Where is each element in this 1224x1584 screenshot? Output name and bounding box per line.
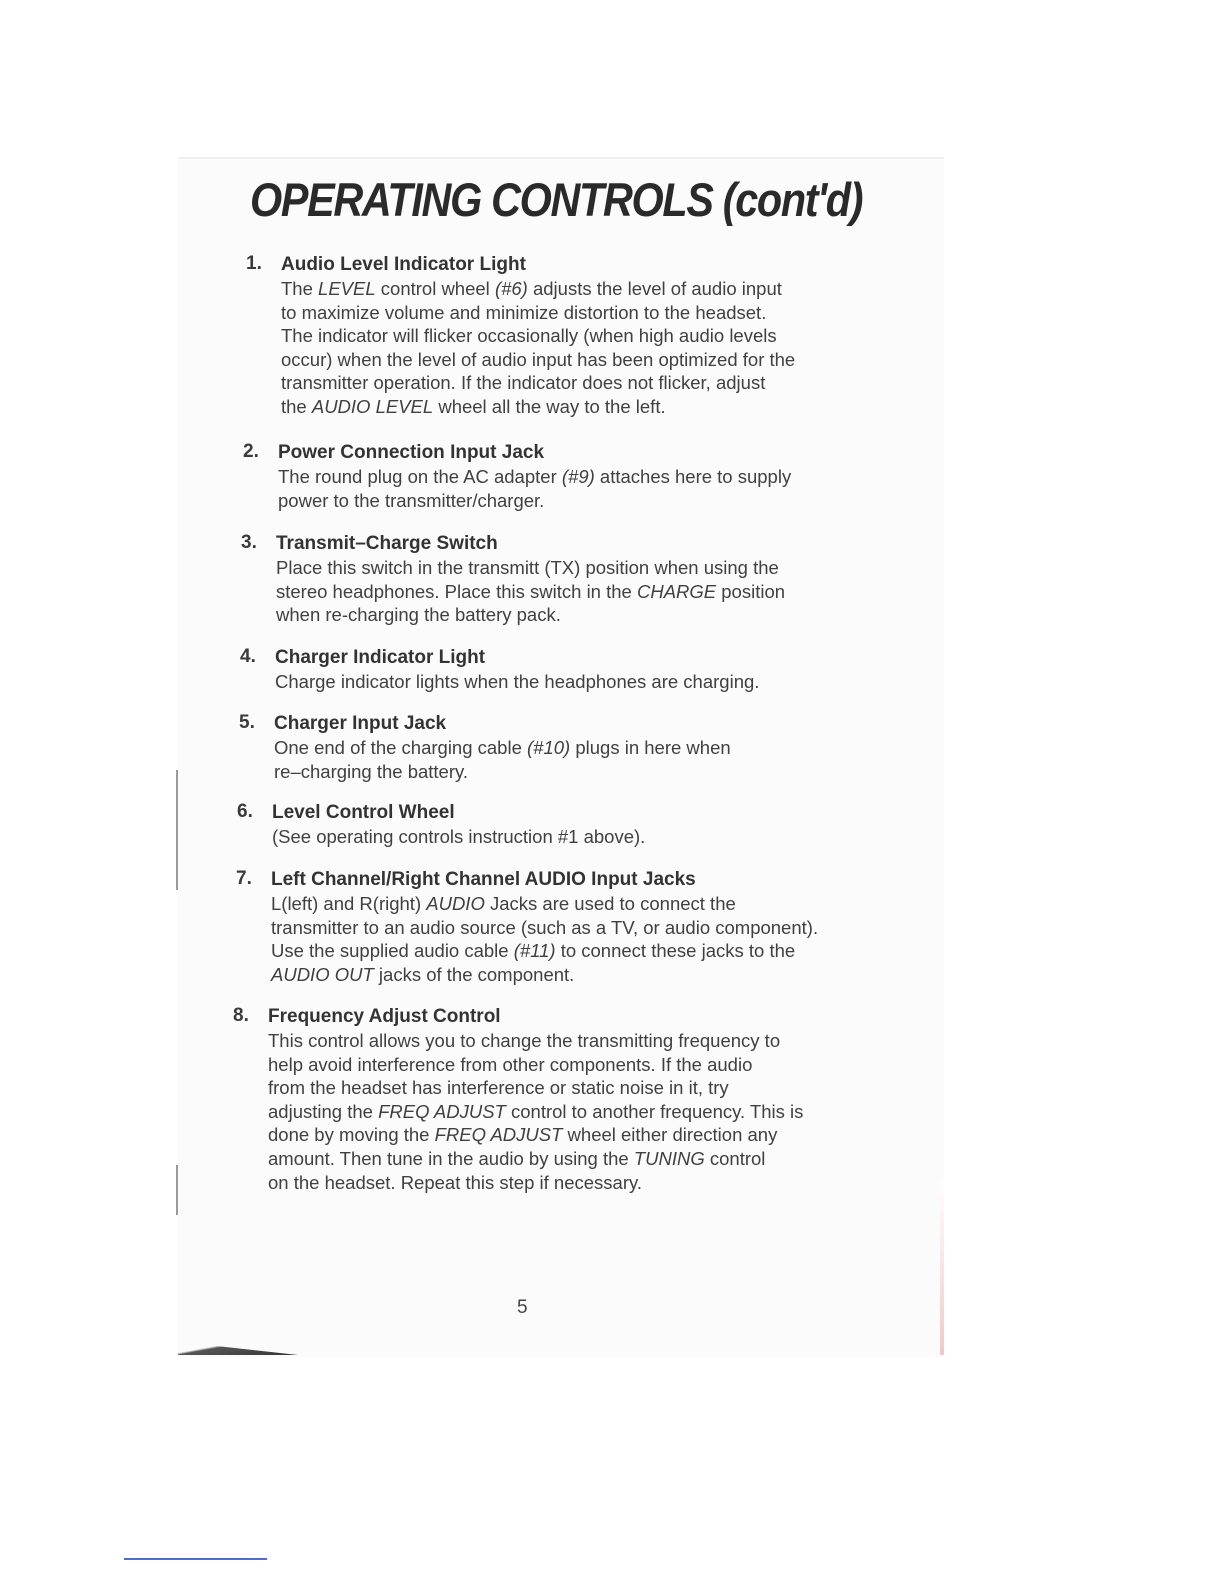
description-line bbox=[271, 963, 911, 987]
list-item bbox=[246, 253, 921, 419]
text-run: Charge indicator lights when the headphones are charging. bbox=[275, 671, 760, 692]
list-item bbox=[239, 712, 914, 783]
item-heading: Audio Level Indicator Light bbox=[281, 254, 526, 275]
item-description bbox=[275, 670, 915, 694]
emphasized-term: (#10) bbox=[527, 737, 571, 758]
footer-rule bbox=[124, 1558, 267, 1560]
text-run: when re-charging the battery pack. bbox=[276, 604, 561, 626]
emphasized-term: LEVEL bbox=[318, 278, 376, 299]
description-line bbox=[275, 670, 915, 694]
text-run: position bbox=[716, 580, 786, 602]
text-run: This control allows you to change the transmitting frequency to bbox=[268, 1030, 781, 1051]
text-run: to connect these jacks to the bbox=[555, 940, 796, 962]
item-heading: Charger Input Jack bbox=[274, 713, 447, 734]
item-description bbox=[271, 892, 911, 986]
text-run: transmitter to an audio source (such as a TV, or audio component). bbox=[271, 916, 819, 938]
description-line bbox=[268, 1029, 908, 1053]
emphasized-term: AUDIO OUT bbox=[271, 963, 374, 985]
text-run: to maximize volume and minimize distortion to the headset. bbox=[281, 301, 767, 323]
item-heading: Left Channel/Right Channel AUDIO Input Jacks bbox=[271, 869, 696, 890]
list-item bbox=[240, 646, 915, 694]
text-run: The round plug on the AC adapter bbox=[278, 466, 562, 487]
description-line bbox=[276, 556, 916, 580]
scan-edge-mark bbox=[176, 1165, 178, 1215]
emphasized-term: TUNING bbox=[633, 1147, 705, 1169]
description-line bbox=[276, 603, 916, 627]
text-run: amount. Then tune in the audio by using the bbox=[268, 1147, 634, 1169]
scan-edge-mark bbox=[176, 770, 178, 890]
description-line bbox=[268, 1100, 908, 1124]
item-heading: Charger Indicator Light bbox=[275, 647, 486, 668]
description-line bbox=[268, 1171, 908, 1195]
text-run: control wheel bbox=[375, 278, 495, 299]
item-heading: Power Connection Input Jack bbox=[278, 442, 545, 463]
text-run: done by moving the bbox=[268, 1124, 435, 1146]
description-line bbox=[281, 395, 921, 419]
item-number: 5. bbox=[239, 712, 255, 733]
item-description bbox=[278, 465, 918, 512]
item-description bbox=[272, 825, 912, 849]
text-run: Jacks are used to connect the bbox=[484, 893, 736, 914]
item-number: 3. bbox=[241, 532, 257, 553]
item-number: 2. bbox=[243, 441, 259, 462]
list-item bbox=[237, 801, 912, 849]
description-line bbox=[278, 465, 918, 489]
description-line bbox=[274, 736, 914, 760]
item-number: 4. bbox=[240, 646, 256, 667]
text-run: control bbox=[704, 1147, 766, 1169]
text-run: jacks of the component. bbox=[373, 963, 575, 985]
emphasized-term: (#6) bbox=[494, 278, 528, 299]
emphasized-term: (#9) bbox=[561, 466, 595, 487]
text-run: adjusts the level of audio input bbox=[527, 278, 782, 299]
text-run: stereo headphones. Place this switch in the bbox=[276, 580, 637, 602]
item-number: 7. bbox=[236, 868, 252, 889]
list-item bbox=[243, 441, 918, 512]
description-line bbox=[268, 1147, 908, 1171]
item-heading: Level Control Wheel bbox=[272, 802, 455, 823]
text-run: L(left) and R(right) bbox=[271, 893, 427, 914]
text-run: transmitter operation. If the indicator does not flicker, adjust bbox=[281, 372, 766, 394]
text-run: (See operating controls instruction #1 above). bbox=[272, 826, 646, 847]
item-description bbox=[276, 556, 916, 627]
scan-edge-tint bbox=[940, 1180, 944, 1355]
item-description bbox=[268, 1029, 908, 1194]
description-line bbox=[268, 1053, 908, 1077]
description-line bbox=[276, 580, 916, 604]
item-number: 8. bbox=[233, 1005, 249, 1026]
description-line bbox=[281, 371, 921, 395]
emphasized-term: FREQ ADJUST bbox=[434, 1124, 563, 1146]
description-line bbox=[281, 277, 921, 301]
text-run: Use the supplied audio cable bbox=[271, 940, 514, 962]
page-number: 5 bbox=[517, 1297, 528, 1318]
description-line bbox=[278, 489, 918, 513]
page-title: OPERATING CONTROLS (cont'd) bbox=[250, 173, 863, 226]
description-line bbox=[281, 348, 921, 372]
description-line bbox=[271, 892, 911, 916]
description-line bbox=[271, 916, 911, 940]
item-description bbox=[281, 277, 921, 419]
text-run: The bbox=[281, 278, 319, 299]
text-run: adjusting the bbox=[268, 1100, 379, 1122]
text-run: Place this switch in the transmitt (TX) position when using the bbox=[276, 557, 779, 578]
emphasized-term: CHARGE bbox=[636, 580, 717, 602]
text-run: re–charging the battery. bbox=[274, 760, 469, 782]
list-item bbox=[233, 1005, 908, 1194]
text-run: occur) when the level of audio input has been optimized for the bbox=[281, 348, 796, 370]
text-run: help avoid interference from other components. If the audio bbox=[268, 1053, 753, 1075]
emphasized-term: AUDIO LEVEL bbox=[311, 395, 434, 417]
text-run: on the headset. Repeat this step if necessary. bbox=[268, 1171, 642, 1193]
description-line bbox=[274, 760, 914, 784]
item-number: 1. bbox=[246, 253, 262, 274]
description-line bbox=[272, 825, 912, 849]
text-run: power to the transmitter/charger. bbox=[278, 489, 545, 511]
text-run: the bbox=[281, 395, 312, 417]
emphasized-term: AUDIO bbox=[426, 893, 485, 914]
text-run: One end of the charging cable bbox=[274, 737, 528, 758]
text-run: control to another frequency. This is bbox=[505, 1100, 804, 1122]
emphasized-term: (#11) bbox=[513, 940, 556, 962]
description-line bbox=[281, 301, 921, 325]
text-run: plugs in here when bbox=[570, 737, 731, 758]
text-run: from the headset has interference or static noise in it, try bbox=[268, 1077, 729, 1099]
item-number: 6. bbox=[237, 801, 253, 822]
text-run: attaches here to supply bbox=[594, 466, 792, 487]
list-item bbox=[241, 532, 916, 627]
description-line bbox=[281, 324, 921, 348]
item-description bbox=[274, 736, 914, 783]
item-heading: Frequency Adjust Control bbox=[268, 1006, 501, 1027]
text-run: The indicator will flicker occasionally (when high audio levels bbox=[281, 325, 777, 347]
description-line bbox=[271, 939, 911, 963]
description-line bbox=[268, 1076, 908, 1100]
text-run: wheel either direction any bbox=[562, 1124, 778, 1146]
description-line bbox=[268, 1123, 908, 1147]
item-heading: Transmit–Charge Switch bbox=[276, 533, 498, 554]
text-run: wheel all the way to the left. bbox=[433, 395, 666, 417]
list-item bbox=[236, 868, 911, 986]
emphasized-term: FREQ ADJUST bbox=[378, 1100, 506, 1122]
